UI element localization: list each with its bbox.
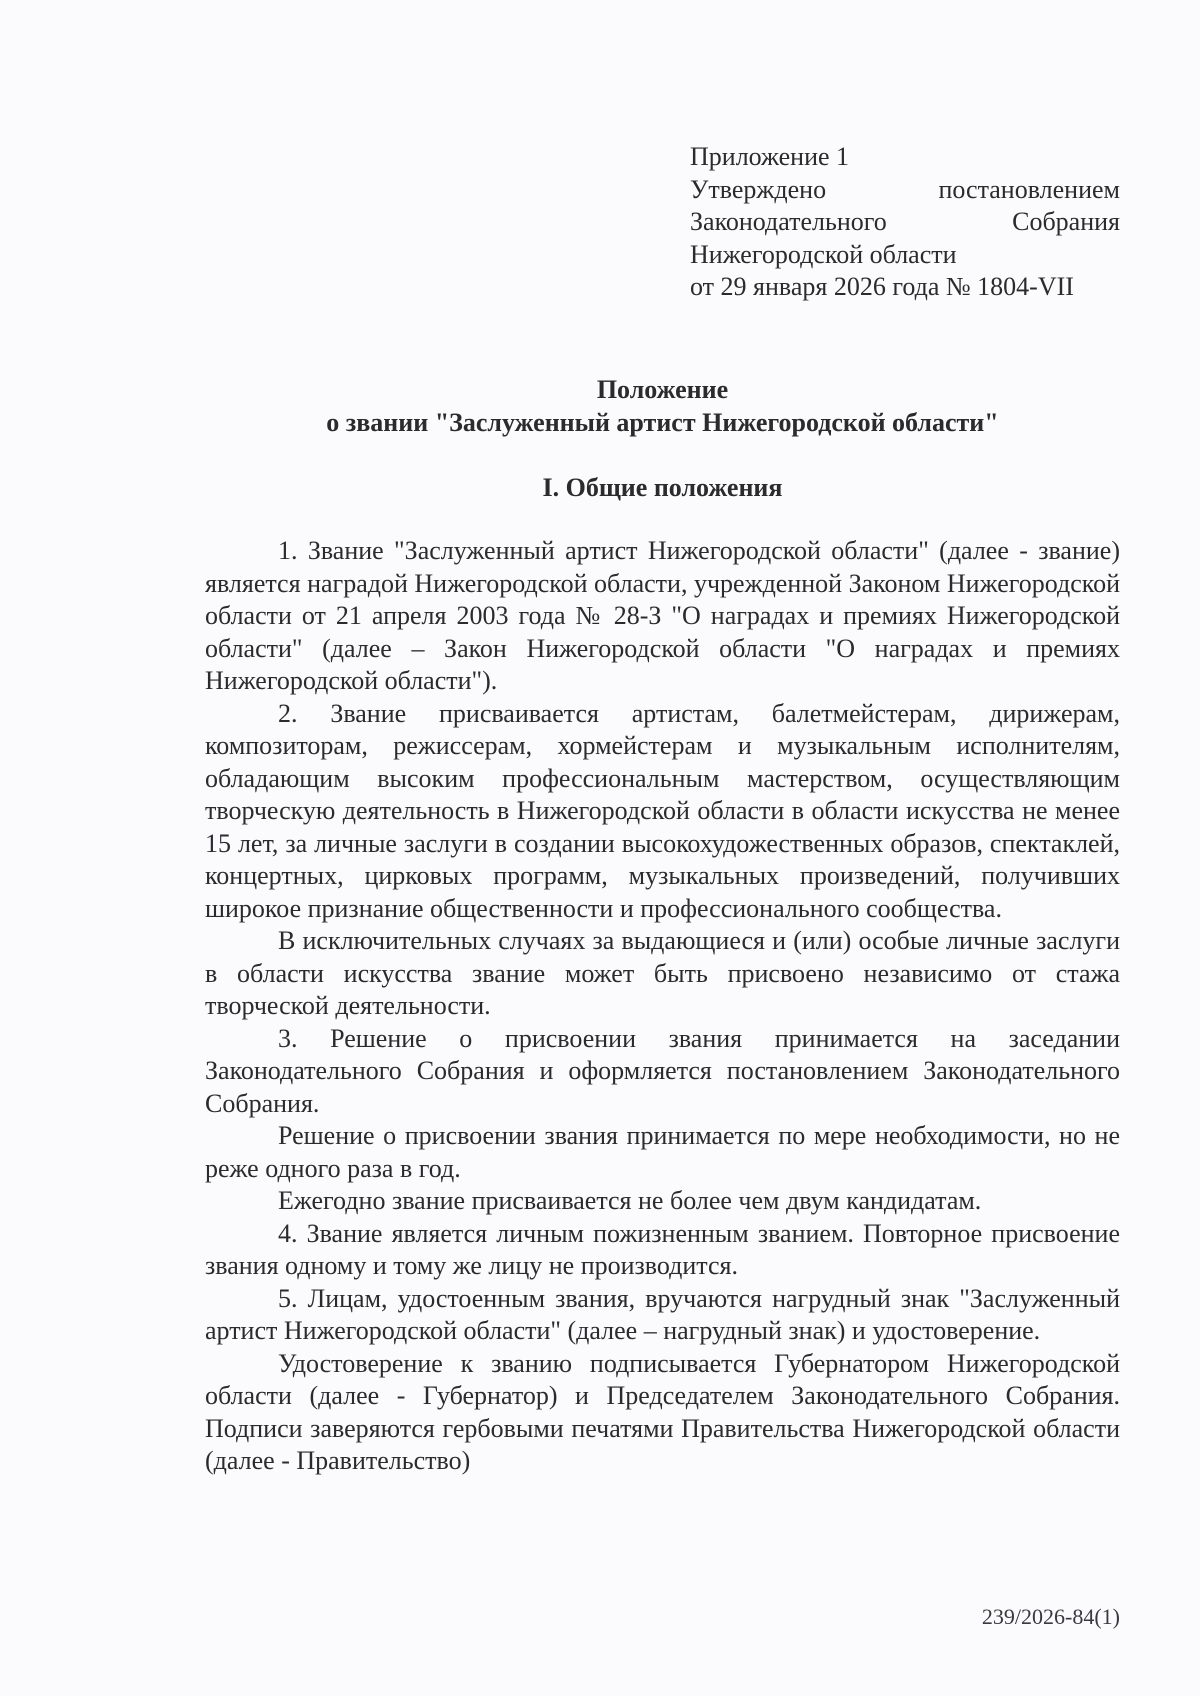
document-title: Положение <box>596 375 729 404</box>
paragraph: 5. Лицам, удостоенным звания, вручаются нагрудный знак "Заслуженный артист Нижегородской области" (далее – нагрудный знак) и удостоверение. <box>205 1283 1120 1345</box>
appendix-number: Приложение 1 <box>690 142 850 171</box>
assembly-line: Законодательного Собрания <box>690 207 1120 236</box>
paragraph: 4. Звание является личным пожизненным званием. Повторное присвоение звания одному и тому же лицу не производится. <box>205 1218 1120 1280</box>
paragraph: 2. Звание присваивается артистам, балетмейстерам, дирижерам, композиторам, режиссерам, хормейстерам и музыкальным исполнителям, обладающим высоким профессиональным мастерством, осуществляющим творческую деятельность в Нижегородской области в области искусства не менее 15 лет, за личные заслуги в создании высокохудожественных образов, спектаклей, концертных, цирковых программ, музыкальных произведений, получивших широкое признание общественности и профессионального сообщества. <box>205 698 1120 923</box>
paragraph: Решение о присвоении звания принимается по мере необходимости, но не реже одного раза в год. <box>205 1121 1120 1183</box>
approval-line: Утверждено постановлением <box>690 174 1120 204</box>
document-number: 239/2026-84(1) <box>981 1604 1120 1629</box>
appendix-block <box>690 141 1120 304</box>
document-subtitle: о звании "Заслуженный артист Нижегородской области" <box>326 408 999 437</box>
paragraph: Удостоверение к званию подписывается Губернатором Нижегородской области (далее - Губернатор) и Председателем Законодательного Собрания. Подписи заверяются гербовыми печатями Правительства Нижегородской области (далее - Правительство) <box>205 1348 1120 1475</box>
paragraph: В исключительных случаях за выдающиеся и (или) особые личные заслуги в области искусства звание может быть присвоено независимо от стажа творческой деятельности. <box>205 926 1120 1020</box>
paragraph: 1. Звание "Заслуженный артист Нижегородской области" (далее - звание) является наградой Нижегородской области, учрежденной Законом Нижегородской области от 21 апреля 2003 года № 28-З "О наградах и премиях Нижегородской области" (далее – Закон Нижегородской области "О наградах и премиях Нижегородской области"). <box>205 536 1120 695</box>
section-heading: I. Общие положения <box>542 473 783 502</box>
paragraph: Ежегодно звание присваивается не более чем двум кандидатам. <box>278 1186 982 1215</box>
region-line: Нижегородской области <box>690 239 957 269</box>
paragraph: 3. Решение о присвоении звания принимается на заседании Законодательного Собрания и оформляется постановлением Законодательного Собрания. <box>205 1023 1120 1118</box>
document-body <box>205 535 1120 1478</box>
resolution-date-line: от 29 января 2026 года № 1804-VII <box>690 272 1074 301</box>
